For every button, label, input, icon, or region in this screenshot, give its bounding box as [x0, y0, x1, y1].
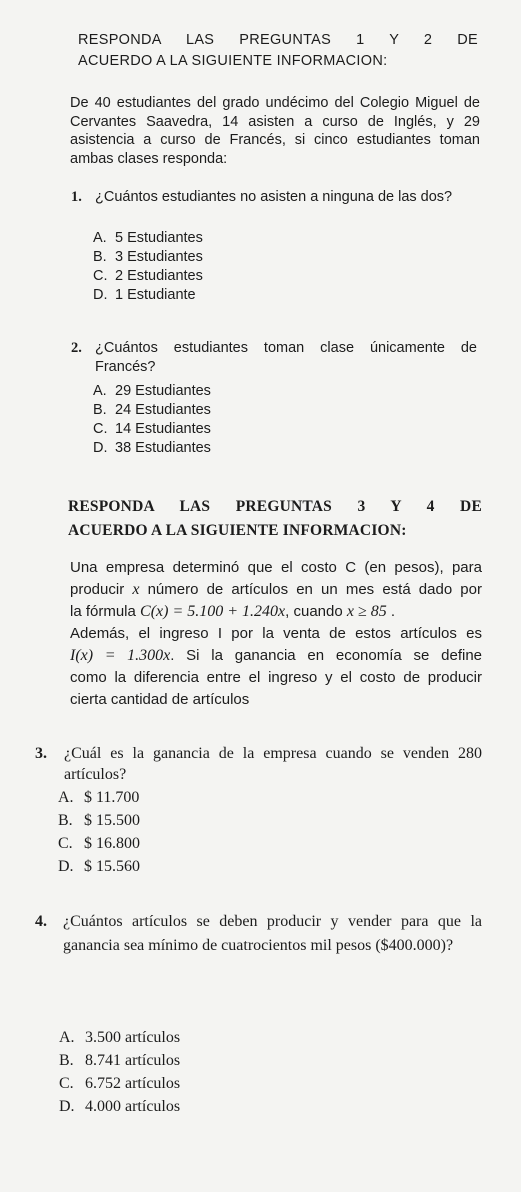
option-a[interactable] — [93, 229, 203, 248]
option-b[interactable] — [58, 809, 140, 832]
condition-formula: x ≥ 85 — [346, 603, 387, 620]
question-number: 1. — [71, 189, 82, 205]
para-line — [70, 601, 482, 623]
question-number: 3. — [35, 745, 47, 762]
option-text: $ 15.500 — [84, 812, 140, 829]
section2-heading-line2: ACUERDO A LA SIGUIENTE INFORMACION: — [68, 522, 407, 539]
option-text: 29 Estudiantes — [115, 383, 211, 399]
question-1-options — [93, 229, 203, 305]
option-a[interactable] — [93, 382, 211, 401]
option-letter: B. — [93, 249, 107, 265]
income-formula: I(x) = 1.300x — [70, 647, 171, 664]
option-text: 2 Estudiantes — [115, 268, 203, 284]
para-text: , cuando — [285, 603, 347, 620]
option-letter: C. — [93, 421, 108, 437]
option-d[interactable] — [59, 1095, 180, 1118]
option-a[interactable] — [58, 786, 140, 809]
question-3-options — [58, 786, 140, 878]
option-d[interactable] — [93, 439, 211, 458]
option-text: $ 16.800 — [84, 835, 140, 852]
option-text: 14 Estudiantes — [115, 421, 211, 437]
question-2 — [71, 339, 477, 377]
option-c[interactable] — [93, 267, 203, 286]
section1-heading — [78, 30, 478, 72]
para-line — [70, 579, 482, 601]
option-b[interactable] — [93, 401, 211, 420]
option-text: $ 11.700 — [84, 789, 140, 806]
option-d[interactable] — [93, 286, 203, 305]
option-text: 5 Estudiantes — [115, 230, 203, 246]
question-number: 4. — [35, 913, 47, 930]
option-letter: C. — [59, 1075, 74, 1092]
option-c[interactable] — [59, 1072, 180, 1095]
para-line — [70, 645, 482, 667]
option-letter: C. — [58, 835, 73, 852]
section2-heading-line1: RESPONDA LAS PREGUNTAS 3 Y 4 DE — [68, 498, 482, 515]
question-4 — [35, 910, 482, 958]
option-letter: A. — [93, 230, 107, 246]
para-text: . — [386, 603, 396, 620]
option-letter: A. — [59, 1029, 75, 1046]
question-text: ¿Cuántos estudiantes toman clase únicamente de Francés? — [95, 340, 477, 375]
option-text: 38 Estudiantes — [115, 440, 211, 456]
option-text: 3.500 artículos — [85, 1029, 181, 1046]
option-c[interactable] — [93, 420, 211, 439]
option-a[interactable] — [59, 1026, 180, 1049]
para-line: Además, el ingreso I por la venta de estos artículos es — [70, 625, 482, 642]
option-letter: D. — [93, 287, 108, 303]
section2-paragraph — [70, 557, 482, 711]
option-letter: D. — [58, 858, 74, 875]
para-text: número de artículos en un mes está dado por — [139, 581, 482, 598]
option-text: 6.752 artículos — [85, 1075, 181, 1092]
option-text: $ 15.560 — [84, 858, 140, 875]
question-2-options — [93, 382, 211, 458]
option-c[interactable] — [58, 832, 140, 855]
option-letter: B. — [93, 402, 107, 418]
question-4-options — [59, 1026, 180, 1118]
option-text: 8.741 artículos — [85, 1052, 181, 1069]
para-text: producir — [70, 581, 133, 598]
option-b[interactable] — [59, 1049, 180, 1072]
section2-heading — [68, 495, 482, 543]
question-text: ¿Cuántos artículos se deben producir y vender para que la ganancia sea mínimo de cuatrocientos mil pesos ($400.000)? — [63, 913, 482, 954]
question-text: ¿Cuántos estudiantes no asisten a ninguna de las dos? — [95, 189, 453, 205]
option-text: 4.000 artículos — [85, 1098, 181, 1115]
option-letter: A. — [58, 789, 74, 806]
variable-x: x — [132, 581, 140, 598]
option-text: 3 Estudiantes — [115, 249, 203, 265]
option-letter: A. — [93, 383, 107, 399]
option-d[interactable] — [58, 855, 140, 878]
option-letter: D. — [59, 1098, 75, 1115]
option-letter: D. — [93, 440, 108, 456]
para-line: como la diferencia entre el ingreso y el costo de producir — [70, 669, 482, 686]
option-letter: B. — [59, 1052, 74, 1069]
para-text: . Si la ganancia en economía se define — [170, 647, 483, 664]
question-1 — [71, 188, 477, 207]
option-b[interactable] — [93, 248, 203, 267]
option-letter: B. — [58, 812, 73, 829]
cost-formula: C(x) = 5.100 + 1.240x — [140, 603, 286, 620]
option-letter: C. — [93, 268, 108, 284]
section1-intro: De 40 estudiantes del grado undécimo del Colegio Miguel de Cervantes Saavedra, 14 asisten a curso de Inglés, y 29 asistencia a curso de Francés, si cinco estudiantes toman ambas clases responda: — [70, 95, 480, 167]
para-line: cierta cantidad de artículos — [70, 691, 250, 708]
question-number: 2. — [71, 340, 82, 356]
question-3 — [35, 743, 482, 785]
question-text: ¿Cuál es la ganancia de la empresa cuando se venden 280 artículos? — [64, 745, 482, 783]
para-line: Una empresa determinó que el costo C (en pesos), para — [70, 559, 482, 576]
para-text: la fórmula — [70, 603, 141, 620]
section1-heading-line1: RESPONDA LAS PREGUNTAS 1 Y 2 DE — [78, 32, 478, 48]
option-text: 1 Estudiante — [115, 287, 196, 303]
option-text: 24 Estudiantes — [115, 402, 211, 418]
section1-heading-line2: ACUERDO A LA SIGUIENTE INFORMACION: — [78, 53, 388, 69]
